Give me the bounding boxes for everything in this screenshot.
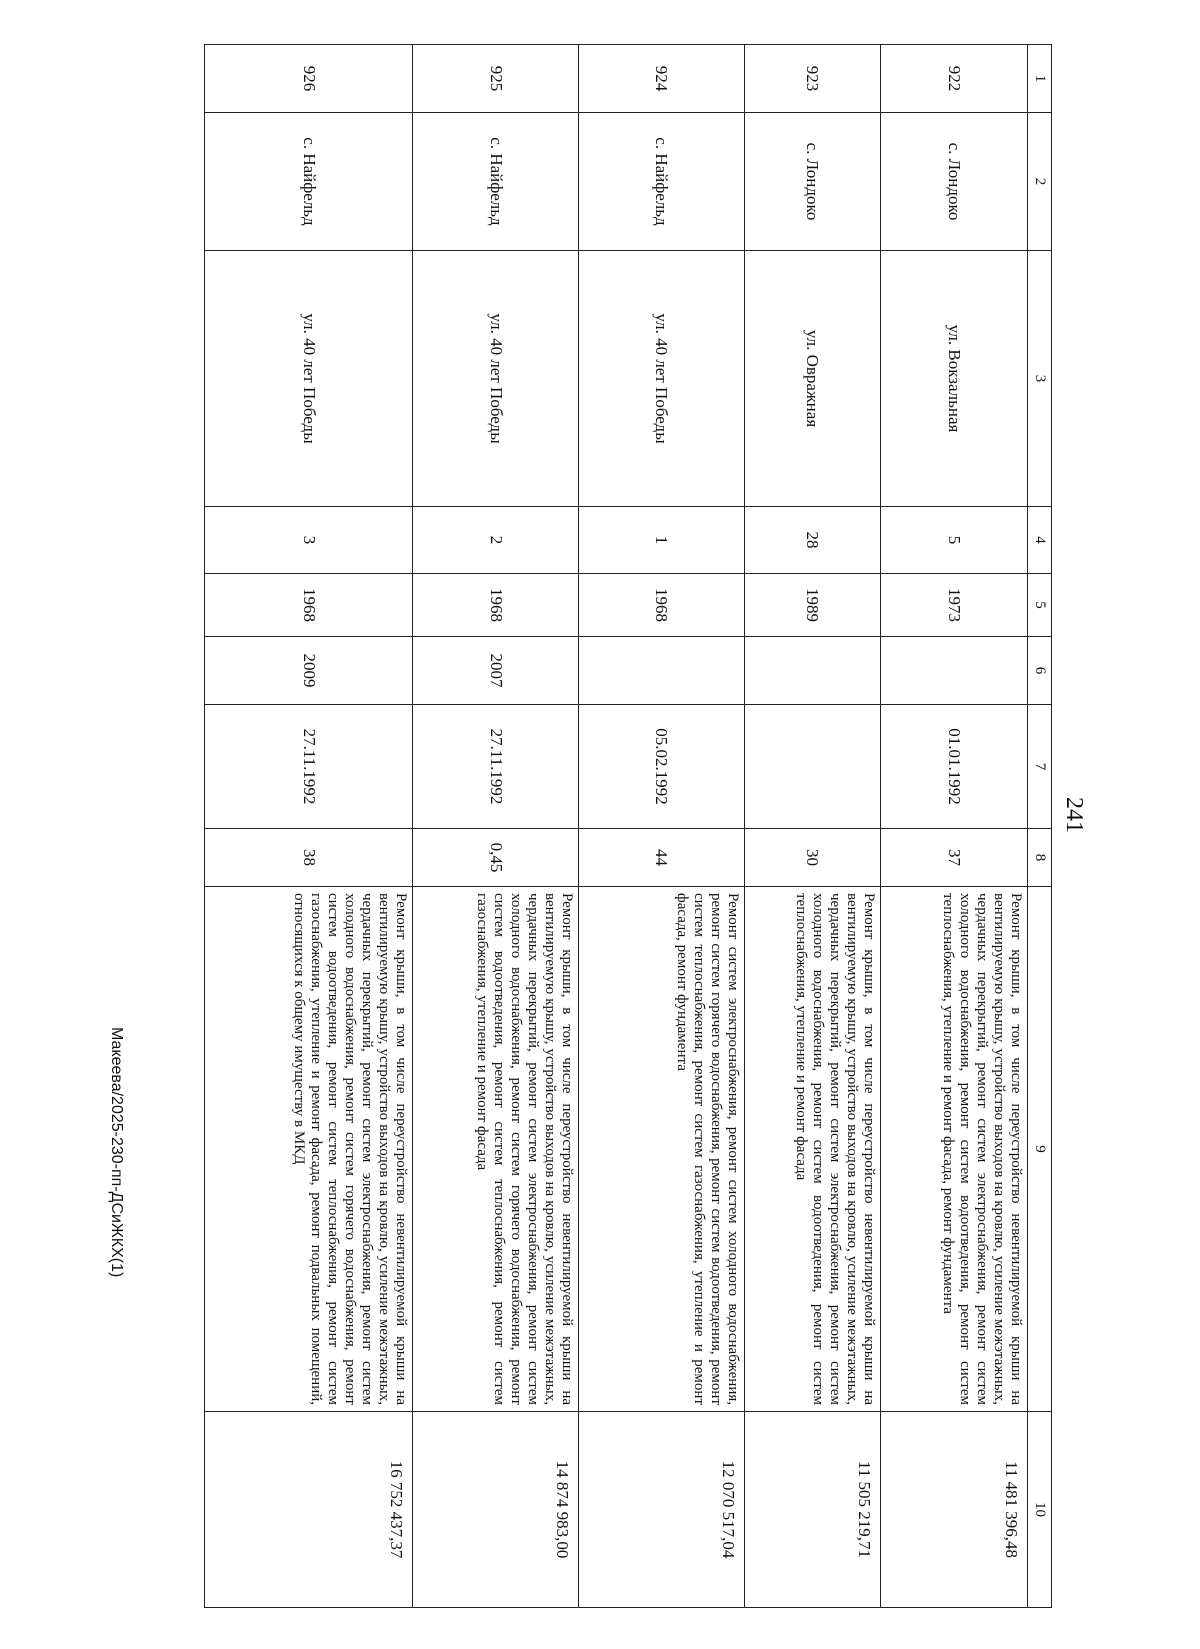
column-header: 9 [1027,887,1051,1412]
column-header: 8 [1027,829,1051,887]
table-row [205,45,413,1608]
works-description-cell: Ремонт крыши, в том числе переустройство невентилируемой крыши на вентилируемую крышу, устройство выходов на кровлю, усиление межэтажных, чердачных перекрытий, ремонт систем электроснабжения, ремонт систем холодного водоснабжения, ремонт систем горячего водоснабжения, ремонт систем водоотведения, ремонт систем теплоснабжения, ремонт систем газоснабжения, утепление и ремонт фасада, ремонт подвальных помещений, относящихся к общему имуществу в МКД [205,887,413,1412]
table-row [579,45,745,1608]
date-cell [744,705,880,829]
column-header: 2 [1027,113,1051,251]
street-cell: ул. 40 лет Победы [205,251,413,507]
row-number-cell: 924 [579,45,745,113]
works-description-cell: Ремонт систем электроснабжения, ремонт систем холодного водоснабжения, ремонт систем горячего водоснабжения, ремонт систем водоотведения, ремонт систем теплоснабжения, ремонт систем газоснабжения, утепление и ремонт фасада, ремонт фундамента [579,887,745,1412]
settlement-cell: с. Лондоко [880,113,1027,251]
house-number-cell: 5 [880,507,1027,574]
house-number-cell: 3 [205,507,413,574]
wear-cell: 37 [880,829,1027,887]
works-description-cell: Ремонт крыши, в том числе переустройство невентилируемой крыши на вентилируемую крышу, устройство выходов на кровлю, усиление межэтажных, чердачных перекрытий, ремонт систем электроснабжения, ремонт систем холодного водоснабжения, ремонт систем горячего водоснабжения, ремонт систем водоотведения, ремонт систем теплоснабжения, ремонт систем газоснабжения, утепление и ремонт фасада [413,887,579,1412]
table-row [744,45,880,1608]
street-cell: ул. 40 лет Победы [579,251,745,507]
date-cell: 01.01.1992 [880,705,1027,829]
street-cell: ул. 40 лет Победы [413,251,579,507]
street-cell: ул. Овражная [744,251,880,507]
year-built-cell: 1968 [579,574,745,637]
cost-cell: 16 752 437,37 [205,1412,413,1608]
settlement-cell: с. Найфельд [579,113,745,251]
date-cell: 05.02.1992 [579,705,745,829]
street-cell: ул. Вокзальная [880,251,1027,507]
table-row [880,45,1027,1608]
date-cell: 27.11.1992 [205,705,413,829]
year-built-cell: 1968 [205,574,413,637]
column-header: 3 [1027,251,1051,507]
wear-cell: 0,45 [413,829,579,887]
year-overhaul-cell: 2007 [413,637,579,705]
column-header: 1 [1027,45,1051,113]
row-number-cell: 923 [744,45,880,113]
row-number-cell: 922 [880,45,1027,113]
column-header: 10 [1027,1412,1051,1608]
column-number-row [1027,45,1051,1608]
table-container [204,44,1052,1607]
housing-repair-table [204,44,1052,1608]
cost-cell: 11 505 219,71 [744,1412,880,1608]
cost-cell: 14 874 983,00 [413,1412,579,1608]
year-built-cell: 1989 [744,574,880,637]
works-description-cell: Ремонт крыши, в том числе переустройство невентилируемой крыши на вентилируемую крышу, устройство выходов на кровлю, усиление межэтажных, чердачных перекрытий, ремонт систем электроснабжения, ремонт систем холодного водоснабжения, ремонт систем водоотведения, ремонт систем теплоснабжения, утепление и ремонт фасада [744,887,880,1412]
year-overhaul-cell [744,637,880,705]
column-header: 7 [1027,705,1051,829]
year-overhaul-cell [579,637,745,705]
column-header: 6 [1027,637,1051,705]
cost-cell: 11 481 396,48 [880,1412,1027,1608]
cost-cell: 12 070 517,04 [579,1412,745,1608]
settlement-cell: с. Найфельд [413,113,579,251]
house-number-cell: 1 [579,507,745,574]
row-number-cell: 925 [413,45,579,113]
wear-cell: 30 [744,829,880,887]
settlement-cell: с. Найфельд [205,113,413,251]
wear-cell: 44 [579,829,745,887]
year-built-cell: 1968 [413,574,579,637]
column-header: 4 [1027,507,1051,574]
house-number-cell: 2 [413,507,579,574]
year-overhaul-cell [880,637,1027,705]
works-description-cell: Ремонт крыши, в том числе переустройство невентилируемой крыши на вентилируемую крышу, устройство выходов на кровлю, усиление межэтажных, чердачных перекрытий, ремонт систем электроснабжения, ремонт систем холодного водоснабжения, ремонт систем водоотведения, ремонт систем теплоснабжения, утепление и ремонт фасада, ремонт фундамента [880,887,1027,1412]
year-built-cell: 1973 [880,574,1027,637]
wear-cell: 38 [205,829,413,887]
house-number-cell: 28 [744,507,880,574]
page-number: 241 [1061,797,1087,833]
table-row [413,45,579,1608]
row-number-cell: 926 [205,45,413,113]
column-header: 5 [1027,574,1051,637]
date-cell: 27.11.1992 [413,705,579,829]
year-overhaul-cell: 2009 [205,637,413,705]
document-footer-code: Макеева/2025-230-пп-ДСиЖКХ(1) [108,1027,125,1278]
settlement-cell: с. Лондоко [744,113,880,251]
